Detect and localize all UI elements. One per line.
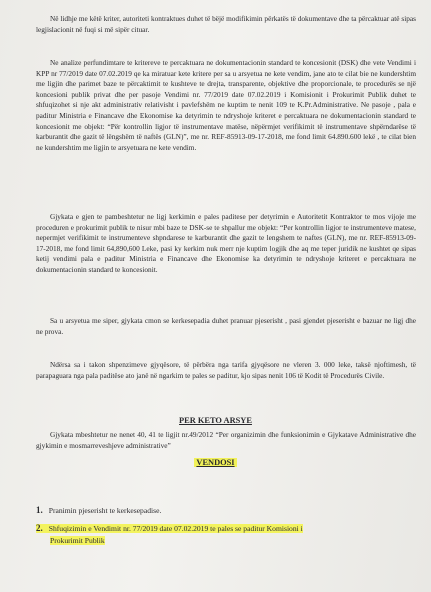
paragraph-text: Ndërsa sa i takon shpenzimeve gjyqësore, të përbëra nga tarifa gjyqësore ne vleren 3. 000 leke, taksë njoftimesh, të parapaguara nga pala paditëse ato janë në ngarkim te pales se paditur, kjo sipas nenit 106 të Kodit të Procedurës Civile. bbox=[36, 360, 416, 380]
decision-item-number: 1. bbox=[36, 505, 43, 515]
section-title-reasons: PER KETO ARSYE bbox=[179, 416, 252, 425]
paragraph-text: Gjykata e gjen te pambeshtetur ne ligj kerkimin e pales paditese per detyrimin e Autoritetit Kontraktor te mos vijoje me proceduren e prokurimit publik te nisur mbi baze te DSK-se te shpallur me objekt: “Per kontrollin ligjor te instrumenteve matese, nepermjet verifikimit te instrumenteve shpndarese te karburantit dhe gazit te lengshem te naftes (GLN), me nr. REF-85913-09-17-2018, me fond limit 64,890,600 Leke, pasi ky kerkim nuk merr nje kuptim logjik dhe aq me teper juridik ne kushtet qe sipas ketij vendimi pala e paditur Ministria e Financave dhe Ekonomise ka detyrimin te ndryshoje kriteret e percaktuara ne dokumentacionin standard te koncesionit. bbox=[36, 212, 416, 274]
paragraph-text: Në lidhje me këtë kriter, autoriteti kontraktues duhet të bëjë modifikimin përkatës të dokumentave dhe ta përcaktuar atë sipas legjislacionit në fuqi si më sipër cituar. bbox=[36, 14, 416, 34]
decision-heading bbox=[0, 458, 431, 467]
paragraph-court-expenses bbox=[36, 360, 416, 381]
paragraph-text: Sa u arsyetua me siper, gjykata cmon se kerkesepadia duhet pranuar pjeserisht , pasi gjendet pjeserisht e bazuar ne ligj dhe ne prova. bbox=[36, 316, 416, 336]
paragraph-court-finding bbox=[36, 212, 416, 276]
paragraph-legal-basis bbox=[36, 430, 416, 451]
paragraph-text: Ne analize perfundimtare te kritereve te percaktuara ne dokumentacionin standard te koncesionit (DSK) dhe vete Vendimi i KPP nr 77/2019 date 07.02.2019 qe ka miratuar kete kritere per sa u arsyetua ne kete vendim, jane ato te cilat bie ne kundershtim me ligjin dhe parimet baze te përcaktimit te kushteve te drejta, transparente, objektive dhe proporcionale, te procedurës se një koncesioni publik privat dhe per pasoje Vendimi nr. 77/2019 date 07.02.2019 i Komisionit i Prokurimit Publik duhet te shfuqizohet si nje akt administrativ relativisht i pavlefshëm ne kuptim te nenit 109 te K.Pr.Administrative. Ne pasoje , pala e paditur Ministria e Financave dhe Ekonomise ka detyrimin te ndryshoje kriteret e percaktuara ne dokumentacionin standard te koncesionit me objekt: “Për kontrollin ligjor të instrumentave matëse, nëpërmjet verifikimit të instrumentave shpërndarëse të karburantit dhe gazit të lëngshëm të naftës (GLN)”, me nr. REF-85913-09-17-2018, me fond limit 64.890.600 lekë , te cilat bien ne kundershtim me ligjin te arsyetuara ne kete vendim. bbox=[36, 58, 416, 152]
decision-item-2 bbox=[36, 522, 421, 547]
decision-item-text-continued: Prokurimit Publik bbox=[50, 536, 105, 545]
decision-heading-label: VENDOSI bbox=[196, 458, 235, 467]
paragraph-partial-acceptance bbox=[36, 316, 416, 337]
decision-item-text: Shfuqizimin e Vendimit nr. 77/2019 date 07.02.2019 te pales se paditur Komisioni i bbox=[48, 524, 303, 533]
decision-item-text: Pranimin pjeserisht te kerkesepadise. bbox=[48, 506, 162, 515]
decision-item-1 bbox=[36, 504, 421, 517]
paragraph-final-analysis bbox=[36, 58, 416, 153]
decision-item-number: 2. bbox=[36, 523, 43, 533]
paragraph-criterion-modification bbox=[36, 14, 416, 35]
paragraph-text: Gjykata mbeshtetur ne nenet 40, 41 te ligjit nr.49/2012 “Per organizimin dhe funksionimin e Gjykatave Administrative dhe gjykimin e mosmarreveshjeve administrative” bbox=[36, 430, 416, 450]
